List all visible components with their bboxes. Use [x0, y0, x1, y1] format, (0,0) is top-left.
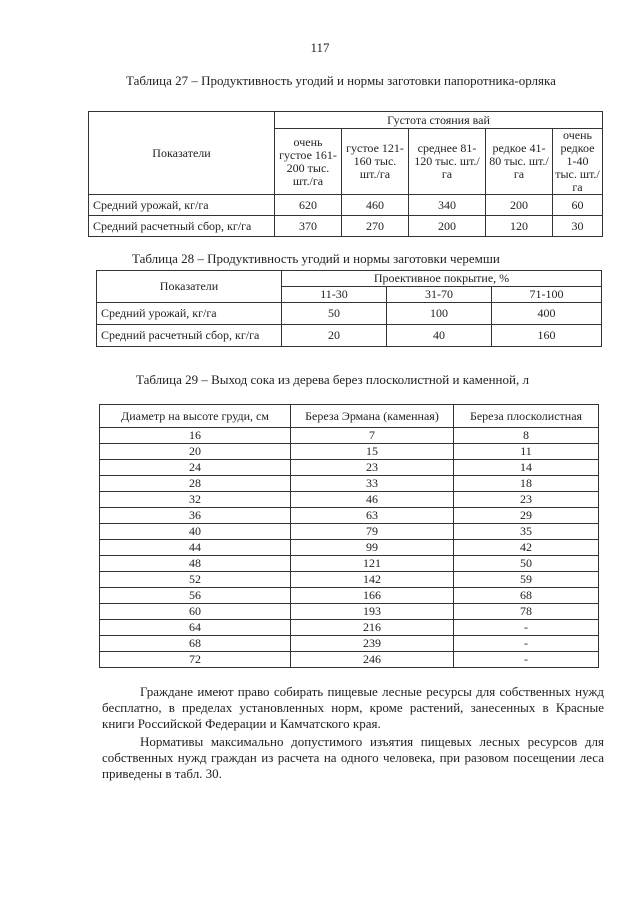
cell: 216 — [291, 620, 454, 636]
cell: - — [454, 652, 599, 668]
cell: 63 — [291, 508, 454, 524]
table-row — [100, 460, 599, 476]
table-row — [97, 325, 602, 347]
cell: 40 — [100, 524, 291, 540]
cell: 50 — [282, 303, 387, 325]
cell: 24 — [100, 460, 291, 476]
table28-caption: Таблица 28 – Продуктивность угодий и нормы заготовки черемши — [132, 251, 500, 266]
cell: 36 — [100, 508, 291, 524]
table29-col-header: Диаметр на высоте груди, см — [100, 405, 291, 428]
page-number: 117 — [310, 40, 330, 55]
cell: 48 — [100, 556, 291, 572]
cell: 246 — [291, 652, 454, 668]
table28-group-header: Проективное покрытие, % — [282, 271, 602, 287]
row-label: Средний расчетный сбор, кг/га — [89, 216, 275, 237]
cell: 30 — [553, 216, 603, 237]
cell: 32 — [100, 492, 291, 508]
cell: 60 — [100, 604, 291, 620]
table-row — [97, 303, 602, 325]
cell: 340 — [409, 195, 486, 216]
cell: 60 — [553, 195, 603, 216]
cell: 78 — [454, 604, 599, 620]
table-row — [100, 508, 599, 524]
cell: 28 — [100, 476, 291, 492]
cell: 29 — [454, 508, 599, 524]
table27-col-header: среднее 81-120 тыс. шт./га — [409, 129, 486, 195]
table-29 — [99, 404, 599, 668]
table-row — [100, 652, 599, 668]
cell: 44 — [100, 540, 291, 556]
table-row — [100, 588, 599, 604]
cell: 160 — [492, 325, 602, 347]
cell: 16 — [100, 428, 291, 444]
table27-row-header: Показатели — [89, 112, 275, 195]
cell: 620 — [275, 195, 342, 216]
cell: 59 — [454, 572, 599, 588]
cell: 68 — [100, 636, 291, 652]
cell: 20 — [100, 444, 291, 460]
cell: 460 — [342, 195, 409, 216]
table-row — [100, 636, 599, 652]
cell: 42 — [454, 540, 599, 556]
row-label: Средний урожай, кг/га — [97, 303, 282, 325]
cell: 23 — [454, 492, 599, 508]
table-row — [100, 556, 599, 572]
cell: 200 — [486, 195, 553, 216]
table-row — [100, 524, 599, 540]
table28-col-header: 71-100 — [492, 287, 602, 303]
cell: 20 — [282, 325, 387, 347]
table-row — [100, 572, 599, 588]
cell: 14 — [454, 460, 599, 476]
table-row — [100, 604, 599, 620]
cell: 68 — [454, 588, 599, 604]
cell: 193 — [291, 604, 454, 620]
cell: 166 — [291, 588, 454, 604]
row-label: Средний расчетный сбор, кг/га — [97, 325, 282, 347]
cell: 200 — [409, 216, 486, 237]
table28-col-header: 11-30 — [282, 287, 387, 303]
cell: 11 — [454, 444, 599, 460]
cell: 239 — [291, 636, 454, 652]
table29-body — [100, 428, 599, 668]
table-row — [100, 540, 599, 556]
table27-group-header: Густота стояния вай — [275, 112, 603, 129]
table28-row-header: Показатели — [97, 271, 282, 303]
cell: 50 — [454, 556, 599, 572]
table-row — [89, 195, 603, 216]
cell: - — [454, 636, 599, 652]
table28-col-header: 31-70 — [387, 287, 492, 303]
cell: 72 — [100, 652, 291, 668]
cell: 79 — [291, 524, 454, 540]
table-row — [89, 216, 603, 237]
table-row — [100, 444, 599, 460]
cell: 100 — [387, 303, 492, 325]
cell: 99 — [291, 540, 454, 556]
cell: 64 — [100, 620, 291, 636]
table27-caption: Таблица 27 – Продуктивность угодий и нормы заготовки папоротника-орляка — [126, 73, 556, 88]
cell: 33 — [291, 476, 454, 492]
table-row — [100, 428, 599, 444]
cell: 120 — [486, 216, 553, 237]
cell: 52 — [100, 572, 291, 588]
table-27 — [88, 111, 603, 237]
table27-col-header: редкое 41-80 тыс. шт./га — [486, 129, 553, 195]
cell: 400 — [492, 303, 602, 325]
cell: 46 — [291, 492, 454, 508]
cell: - — [454, 620, 599, 636]
cell: 35 — [454, 524, 599, 540]
table-28 — [96, 270, 602, 347]
cell: 40 — [387, 325, 492, 347]
table29-caption: Таблица 29 – Выход сока из дерева берез плосколистной и каменной, л — [136, 372, 529, 387]
cell: 18 — [454, 476, 599, 492]
table-row — [100, 620, 599, 636]
cell: 142 — [291, 572, 454, 588]
cell: 270 — [342, 216, 409, 237]
cell: 121 — [291, 556, 454, 572]
paragraph: Граждане имеют право собирать пищевые лесные ресурсы для собственных нужд бесплатно, в пределах установленных норм, кроме растений, занесенных в Красные книги Российской Федерации и Камчатского края. — [102, 684, 604, 731]
cell: 23 — [291, 460, 454, 476]
cell: 7 — [291, 428, 454, 444]
table29-col-header: Береза плосколистная — [454, 405, 599, 428]
cell: 56 — [100, 588, 291, 604]
table27-col-header: очень редкое 1-40 тыс. шт./га — [553, 129, 603, 195]
table29-col-header: Береза Эрмана (каменная) — [291, 405, 454, 428]
table-row — [100, 492, 599, 508]
cell: 15 — [291, 444, 454, 460]
table27-col-header: густое 121-160 тыс. шт./га — [342, 129, 409, 195]
table27-col-header: очень густое 161-200 тыс. шт./га — [275, 129, 342, 195]
table-row — [100, 476, 599, 492]
paragraph: Нормативы максимально допустимого изъятия пищевых лесных ресурсов для собственных нужд граждан из расчета на одного человека, при разовом посещении леса приведены в табл. 30. — [102, 734, 604, 781]
cell: 8 — [454, 428, 599, 444]
row-label: Средний урожай, кг/га — [89, 195, 275, 216]
cell: 370 — [275, 216, 342, 237]
